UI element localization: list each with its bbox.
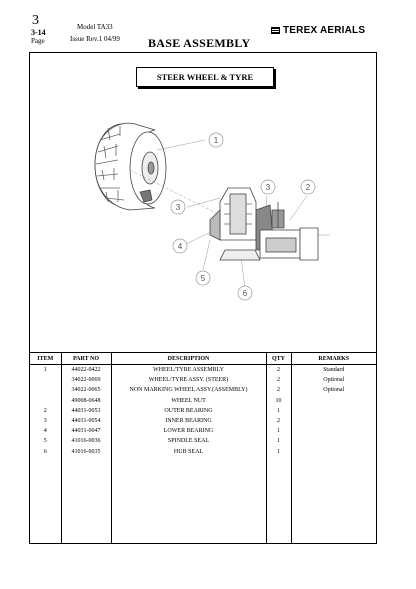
cell-description: WHEEL/TYRE ASSEMBLY: [111, 365, 266, 376]
filler-cell: [291, 457, 376, 544]
cell-part-no: 34022-0065: [61, 385, 111, 395]
cell-item: [30, 375, 61, 385]
cell-qty: 2: [266, 365, 291, 376]
filler-cell: [111, 457, 266, 544]
cell-description: WHEEL NUT: [111, 396, 266, 406]
col-item-header: ITEM: [30, 353, 61, 365]
cell-part-no: 41016-0035: [61, 447, 111, 457]
col-part-no-header: PART NO: [61, 353, 111, 365]
col-remarks-header: REMARKS: [291, 353, 376, 365]
cell-qty: 2: [266, 385, 291, 395]
section-subtitle: STEER WHEEL & TYRE: [136, 67, 274, 87]
cell-description: WHEEL/TYRE ASSY. (STEER): [111, 375, 266, 385]
cell-remarks: [291, 406, 376, 416]
cell-remarks: [291, 416, 376, 426]
cell-item: 3: [30, 416, 61, 426]
cell-qty: 2: [266, 375, 291, 385]
cell-part-no: 44022-0422: [61, 365, 111, 376]
cell-part-no: 34022-0069: [61, 375, 111, 385]
table-filler-row: [30, 457, 376, 544]
cell-qty: 1: [266, 436, 291, 446]
callout-3-left: 3: [175, 203, 181, 212]
model-label: Model TA33: [77, 23, 113, 31]
table-row: [30, 426, 376, 436]
cell-qty: 2: [266, 416, 291, 426]
callout-6: 6: [242, 289, 248, 298]
table-row: [30, 365, 376, 376]
cell-remarks: [291, 426, 376, 436]
cell-description: OUTER BEARING: [111, 406, 266, 416]
callout-4: 4: [177, 242, 183, 251]
brand-logo: [271, 25, 365, 36]
table-row: [30, 396, 376, 406]
table-row: [30, 375, 376, 385]
exploded-parts-drawing: [60, 110, 350, 310]
hub-assembly-illustration: [210, 188, 318, 260]
cell-part-no: 44031-0053: [61, 406, 111, 416]
cell-remarks: [291, 436, 376, 446]
table-row: [30, 416, 376, 426]
cell-item: [30, 396, 61, 406]
cell-qty: 1: [266, 447, 291, 457]
cell-item: 4: [30, 426, 61, 436]
col-description-header: DESCRIPTION: [111, 353, 266, 365]
cell-item: 5: [30, 436, 61, 446]
cell-part-no: 49008-0648: [61, 396, 111, 406]
cell-remarks: [291, 447, 376, 457]
brand-name: TEREX AERIALS: [283, 25, 366, 36]
cell-description: HUB SEAL: [111, 447, 266, 457]
cell-remarks: Optional: [323, 387, 345, 394]
parts-table-header: [30, 353, 376, 365]
cell-item: 2: [30, 406, 61, 416]
filler-cell: [61, 457, 111, 544]
table-row: [30, 406, 376, 416]
cell-qty: 10: [266, 396, 291, 406]
tyre-illustration: [95, 123, 166, 210]
table-row: [30, 436, 376, 446]
table-row: [30, 385, 376, 395]
page-label: Page: [31, 37, 45, 45]
cell-part-no: 41016-0036: [61, 436, 111, 446]
cell-remarks: Standard: [323, 367, 345, 374]
filler-cell: [30, 457, 61, 544]
cell-description: SPINDLE SEAL: [111, 436, 266, 446]
page-title: BASE ASSEMBLY: [148, 36, 251, 50]
cell-part-no: 44031-0054: [61, 416, 111, 426]
table-row: [30, 447, 376, 457]
callout-3-right: 3: [265, 183, 271, 192]
cell-remarks: Optional: [323, 377, 345, 384]
parts-table: [30, 352, 376, 544]
brand-mark-icon: [271, 27, 280, 34]
cell-item: 1: [30, 365, 61, 376]
cell-qty: 1: [266, 406, 291, 416]
cell-description: INNER BEARING: [111, 416, 266, 426]
cell-description: LOWER BEARING: [111, 426, 266, 436]
cell-remarks: [291, 396, 376, 406]
cell-part-no: 44031-0047: [61, 426, 111, 436]
issue-label: Issue Rev.1 04/99: [70, 35, 120, 43]
cell-description: NON MARKING WHEEL ASSY.(ASSEMBLY): [111, 385, 266, 395]
callout-5: 5: [200, 274, 206, 283]
page-number: 3-14: [31, 28, 46, 37]
cell-item: [30, 385, 61, 395]
filler-cell: [266, 457, 291, 544]
callout-1: 1: [213, 136, 219, 145]
callout-2: 2: [305, 183, 311, 192]
section-number: 3: [32, 13, 39, 28]
col-qty-header: QTY: [266, 353, 291, 365]
cell-item: 6: [30, 447, 61, 457]
cell-qty: 1: [266, 426, 291, 436]
